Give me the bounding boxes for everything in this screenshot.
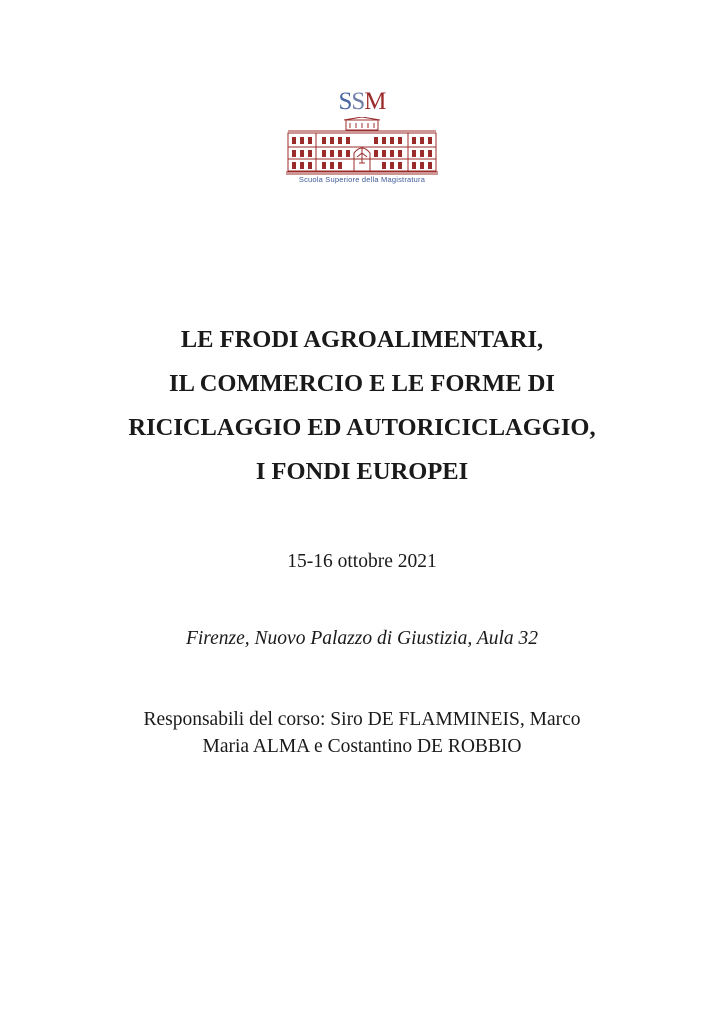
- logo-letter-2: S: [351, 88, 365, 115]
- event-venue: Firenze, Nuovo Palazzo di Giustizia, Aula 32: [185, 628, 539, 649]
- course-responsibles: [60, 706, 664, 760]
- responsible-line-2: Maria ALMA e Costantino DE ROBBIO: [202, 736, 522, 757]
- logo-letter-3: M: [364, 88, 386, 115]
- logo-letters: [282, 88, 442, 116]
- event-date: 15-16 ottobre 2021: [287, 551, 437, 572]
- ssm-logo: [282, 88, 442, 190]
- palazzo-building-icon: [286, 117, 438, 175]
- logo-letter-1: S: [338, 88, 352, 115]
- title-line-2: IL COMMERCIO E LE FORME DI: [169, 370, 555, 397]
- title-line-4: I FONDI EUROPEI: [255, 458, 469, 485]
- responsible-line-1: Responsabili del corso: Siro DE FLAMMINEIS, Marco: [143, 709, 581, 730]
- title-line-3: RICICLAGGIO ED AUTORICICLAGGIO,: [128, 414, 596, 441]
- title-line-1: LE FRODI AGROALIMENTARI,: [180, 326, 544, 353]
- document-title: [40, 318, 684, 494]
- logo-caption: Scuola Superiore della Magistratura: [298, 175, 426, 184]
